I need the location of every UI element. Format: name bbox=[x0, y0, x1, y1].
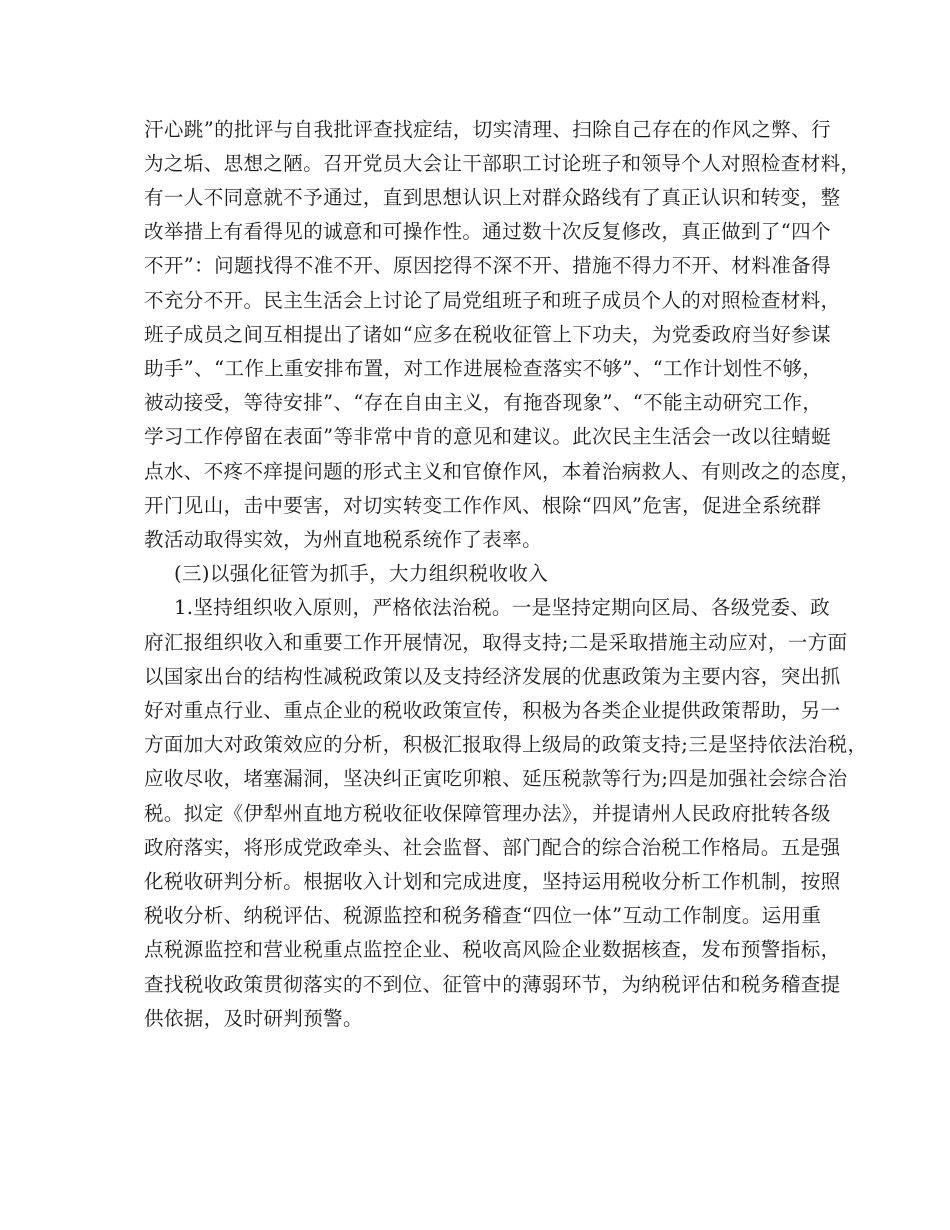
text-line: 税收分析、纳税评估、税源监控和税务稽查“四位一体”互动工作制度。运用重 bbox=[144, 904, 822, 927]
text-line: 被动接受，等待安排”、“存在自由主义，有拖沓现象”、“不能主动研究工作， bbox=[144, 391, 823, 414]
text-line: 税。拟定《伊犁州直地方税收征收保障管理办法》，并提请州人民政府批转各级 bbox=[144, 802, 831, 825]
text-line: 供依据，及时研判预警。 bbox=[144, 1007, 363, 1030]
text-line: 学习工作停留在表面”等非常中肯的意见和建议。此次民主生活会一改以往蜻蜓 bbox=[144, 425, 831, 448]
text-line: 方面加大对政策效应的分析，积极汇报取得上级局的政策支持;三是坚持依法治税， bbox=[144, 733, 868, 756]
text-line: 查找税收政策贯彻落实的不到位、征管中的薄弱环节，为纳税评估和税务稽查提 bbox=[144, 973, 841, 996]
text-line: 为之垢、思想之陋。召开党员大会让干部职工讨论班子和领导个人对照检查材料， bbox=[144, 152, 861, 175]
text-line: 助手”、“工作上重安排布置，对工作进展检查落实不够”、“工作计划性不够， bbox=[144, 357, 823, 380]
text-line: 汗心跳”的批评与自我批评查找症结，切实清理、扫除自己存在的作风之弊、行 bbox=[144, 118, 831, 141]
text-line: 府汇报组织收入和重要工作开展情况，取得支持;二是采取措施主动应对，一方面 bbox=[144, 631, 848, 654]
text-line: 教活动取得实效，为州直地税系统作了表率。 bbox=[144, 528, 543, 551]
text-line: 不充分不开。民主生活会上讨论了局党组班子和班子成员个人的对照检查材料， bbox=[144, 289, 841, 312]
text-line: 改举措上有看得见的诚意和可操作性。通过数十次反复修改，真正做到了“四个 bbox=[144, 220, 831, 243]
text-line: 不开”：问题找得不准不开、原因挖得不深不开、措施不得力不开、材料准备得 bbox=[144, 254, 831, 277]
text-line: 应收尽收，堵塞漏洞，坚决纠正寅吃卯粮、延压税款等行为;四是加强社会综合治 bbox=[144, 767, 848, 790]
text-line: 有一人不同意就不予通过，直到思想认识上对群众路线有了真正认识和转变，整 bbox=[144, 186, 841, 209]
section-heading: (三)以强化征管为抓手，大力组织税收收入 bbox=[174, 562, 549, 585]
text-line: 好对重点行业、重点企业的税收政策宣传，积极为各类企业提供政策帮助，另一 bbox=[144, 699, 841, 722]
text-line: 以国家出台的结构性减税政策以及支持经济发展的优惠政策为主要内容，突出抓 bbox=[144, 665, 841, 688]
text-line: 1.坚持组织收入原则，严格依法治税。一是坚持定期向区局、各级党委、政 bbox=[174, 596, 831, 619]
text-line: 点税源监控和营业税重点监控企业、税收高风险企业数据核查，发布预警指标， bbox=[144, 938, 841, 961]
text-line: 班子成员之间互相提出了诸如“应多在税收征管上下功夫，为党委政府当好参谋 bbox=[144, 323, 831, 346]
text-line: 化税收研判分析。根据收入计划和完成进度，坚持运用税收分析工作机制，按照 bbox=[144, 870, 841, 893]
text-line: 点水、不疼不痒提问题的形式主义和官僚作风，本着治病救人、有则改之的态度， bbox=[144, 460, 861, 483]
text-line: 开门见山，击中要害，对切实转变工作作风、根除“四风”危害，促进全系统群 bbox=[144, 494, 822, 517]
text-line: 政府落实，将形成党政牵头、社会监督、部门配合的综合治税工作格局。五是强 bbox=[144, 836, 841, 859]
